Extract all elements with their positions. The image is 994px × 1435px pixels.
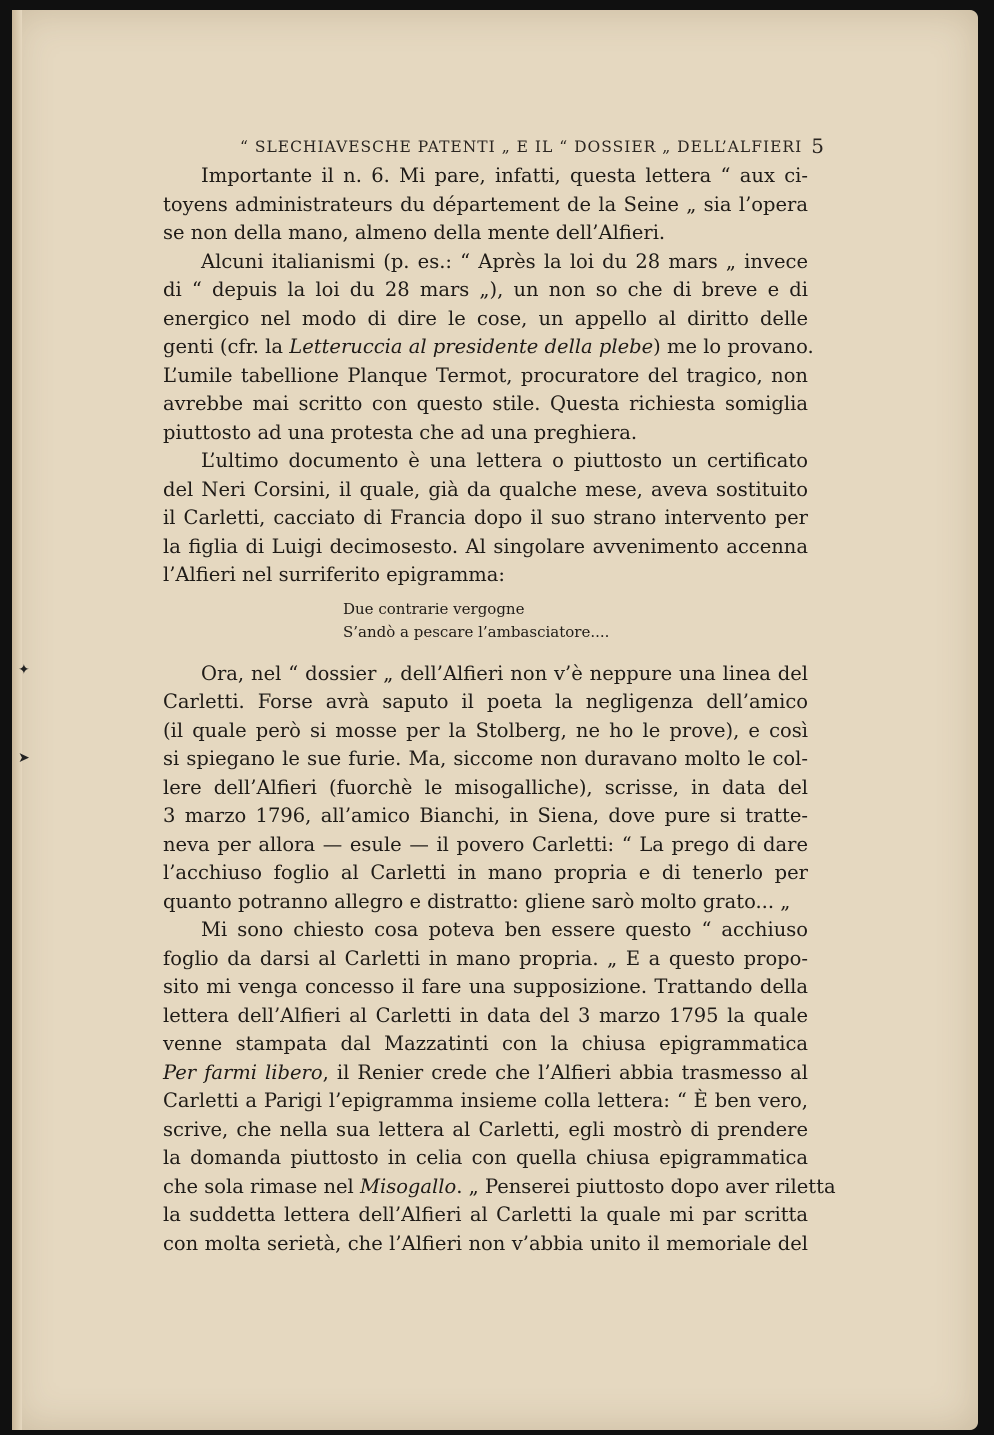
running-header <box>240 134 824 162</box>
text-line: Carletti a Parigi l’epigramma insieme colla lettera: “ È ben vero, <box>163 1089 808 1112</box>
text-line: 3 marzo 1796, all’amico Bianchi, in Siena, dove pure si tratte- <box>163 804 808 827</box>
text-segment: genti (cfr. la <box>163 335 290 358</box>
text-line: del Neri Corsini, il quale, già da qualche mese, aveva sostituito <box>163 477 808 501</box>
text-line: la domanda piuttosto in celia con quella chiusa epigrammatica <box>163 1146 808 1169</box>
italic-title: Per farmi libero <box>163 1060 323 1084</box>
page-gutter <box>12 10 22 1430</box>
text-line <box>163 1059 808 1088</box>
text-line: L’umile tabellione Planque Termot, procuratore del tragico, non <box>163 363 808 387</box>
text-line: si spiegano le sue furie. Ma, siccome non duravano molto le col- <box>163 747 808 770</box>
text-line: Alcuni italianismi (p. es.: “ Après la loi du 28 mars „ invece <box>201 249 808 273</box>
text-line: con molta serietà, che l’Alfieri non v’abbia unito il memoriale del <box>163 1231 808 1255</box>
text-segment: ) me lo provano. <box>653 335 814 358</box>
text-line <box>163 1173 836 1202</box>
running-title: “ SLECHIAVESCHE PATENTI „ E IL “ DOSSIER „ DELL’ALFIERI <box>240 138 803 156</box>
text-line: toyens administrateurs du département de la Seine „ sia l’opera <box>163 192 808 216</box>
text-line: lere dell’Alfieri (fuorchè le misogalliche), scrisse, in data del <box>163 775 808 799</box>
text-line: il Carletti, cacciato di Francia dopo il suo strano intervento per <box>163 506 808 529</box>
text-line: energico nel modo di dire le cose, un appello al diritto delle <box>163 306 808 330</box>
text-line: la figlia di Luigi decimosesto. Al singolare avvenimento accenna <box>163 534 808 558</box>
text-line: Importante il n. 6. Mi pare, infatti, questa lettera “ aux ci- <box>201 164 808 187</box>
verse-line: Due contrarie vergogne <box>343 599 525 618</box>
text-line: sito mi venga concesso il fare una supposizione. Trattando della <box>163 975 808 998</box>
italic-title: Misogallo <box>359 1174 457 1198</box>
italic-title: Letteruccia al presidente della plebe <box>289 335 654 358</box>
margin-mark-icon: ✦ <box>18 662 30 678</box>
text-line: foglio da darsi al Carletti in mano propria. „ E a questo propo- <box>163 946 808 970</box>
margin-arrow-icon: ➤ <box>18 750 30 766</box>
text-line: scrive, che nella sua lettera al Carletti, egli mostrò di prendere <box>163 1117 808 1141</box>
text-line: se non della mano, almeno della mente dell’Alfieri. <box>163 221 666 244</box>
text-segment: , il Renier crede che l’Alfieri abbia trasmesso al <box>322 1060 809 1084</box>
text-line: la suddetta lettera dell’Alfieri al Carletti la quale mi par scritta <box>163 1203 808 1226</box>
text-line: avrebbe mai scritto con questo stile. Questa richiesta somiglia <box>163 392 808 415</box>
text-line: l’Alfieri nel surriferito epigramma: <box>163 563 505 586</box>
text-line <box>163 333 814 362</box>
text-line: l’acchiuso foglio al Carletti in mano propria e di tenerlo per <box>163 861 808 884</box>
body-text <box>163 162 836 1258</box>
text-line: di “ depuis la loi du 28 mars „), un non so che di breve e di <box>163 278 808 301</box>
text-line: piuttosto ad una protesta che ad una preghiera. <box>163 420 638 444</box>
text-line: neva per allora — esule — il povero Carletti: “ La prego di dare <box>163 832 808 856</box>
text-line: quanto potranno allegro e distratto: gliene sarò molto grato... „ <box>163 889 791 913</box>
text-segment: . „ Penserei piuttosto dopo aver riletta <box>456 1174 836 1198</box>
text-line: lettera dell’Alfieri al Carletti in data del 3 marzo 1795 la quale <box>163 1003 808 1027</box>
text-line: (il quale però si mosse per la Stolberg, ne ho le prove), e così <box>163 718 808 742</box>
text-segment: che sola rimase nel <box>163 1174 360 1198</box>
text-line: L’ultimo documento è una lettera o piuttosto un certificato <box>201 449 808 472</box>
page-number: 5 <box>811 134 824 158</box>
text-line: Carletti. Forse avrà saputo il poeta la negligenza dell’amico <box>163 690 808 713</box>
verse-line: S’andò a pescare l’ambasciatore.... <box>343 622 610 641</box>
text-line: venne stampata dal Mazzatinti con la chiusa epigrammatica <box>163 1032 808 1055</box>
text-line: Ora, nel “ dossier „ dell’Alfieri non v’è neppure una linea del <box>201 661 808 685</box>
text-line: Mi sono chiesto cosa poteva ben essere questo “ acchiuso <box>201 918 808 941</box>
